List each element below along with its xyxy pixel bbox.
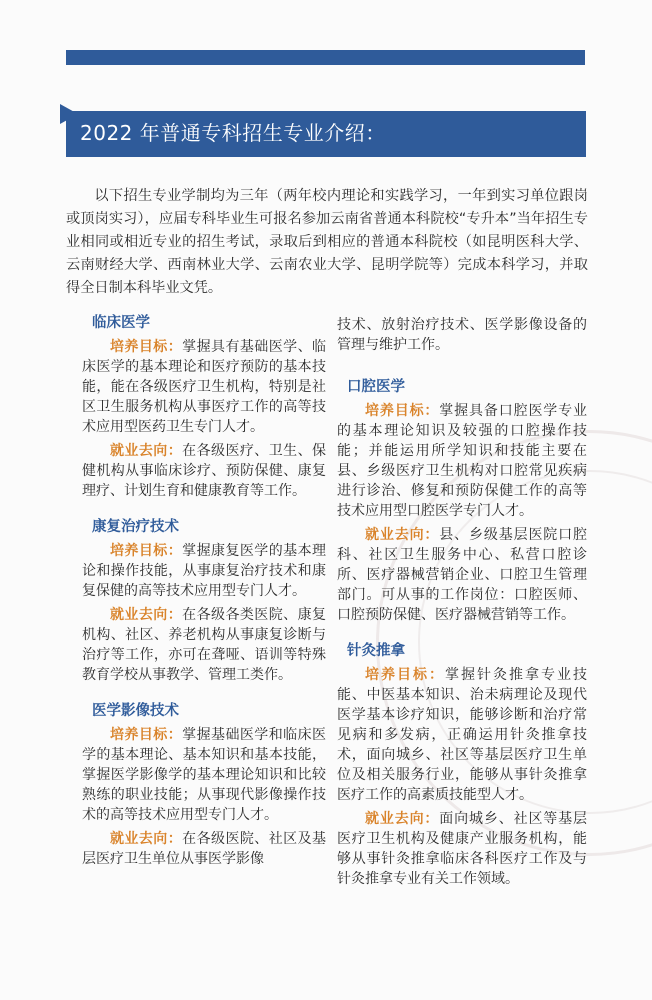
major-clinical-medicine [82, 313, 326, 501]
major-job [337, 809, 587, 889]
goal-text: 掌握针灸推拿专业技能、中医基本知识、治未病理论及现代医学基本诊疗知识，能够诊断和治疗常见病和多发病，正确运用针灸推拿技术，面向城乡、社区等基层医疗卫生单位及相关服务行业，能够从事针灸推拿医疗工作的高素质技能型人才。 [337, 667, 587, 803]
major-acupuncture-tuina [337, 641, 587, 889]
goal-text: 掌握康复医学的基本理论和操作技能，从事康复治疗技术和康复保健的高等技术应用型专门人才。 [82, 543, 327, 599]
job-text: 县、乡级基层医院口腔科、社区卫生服务中心、私营口腔诊所、医疗器械营销企业、口腔卫生管理部门。可从事的工作岗位：口腔医师、口腔预防保健、医疗器械营销等工作。 [337, 527, 588, 623]
major-title: 康复治疗技术 [92, 519, 179, 535]
major-goal [82, 337, 326, 437]
major-job [82, 829, 326, 869]
goal-text: 掌握具有基础医学、临床医学的基本理论和医疗预防的基本技能，能在各级医疗卫生机构，特别是社区卫生服务机构从事医疗工作的高等技术应用型医药卫生专门人才。 [82, 339, 327, 435]
major-job [82, 441, 326, 501]
major-goal [82, 725, 326, 825]
major-title: 临床医学 [92, 315, 150, 331]
major-title: 口腔医学 [347, 379, 405, 395]
major-medical-imaging [82, 701, 326, 869]
intro-paragraph: 以下招生专业学制均为三年（两年校内理论和实践学习，一年到实习单位跟岗或顶岗实习），应届专科毕业生可报名参加云南省普通本科院校“专升本”当年招生专业相同或相近专业的招生考试，录取后到相应的普通本科院校（如昆明医科大学、云南财经大学、西南林业大学、云南农业大学、昆明学院等）完成本科学习，并取得全日制本科毕业文凭。 [66, 188, 588, 297]
goal-label: 培养目标： [110, 727, 183, 743]
goal-label: 培养目标： [110, 543, 183, 559]
job-label: 就业去向： [110, 831, 183, 847]
section-title: 2022 年普通专科招生专业介绍： [80, 121, 386, 145]
goal-label: 培养目标： [365, 667, 445, 683]
right-column [337, 315, 587, 905]
job-text: 在各级各类医院、康复机构、社区、养老机构从事康复诊断与治疗等工作，亦可在聋哑、语训等特殊教育学校从事教学、管理工类作。 [82, 607, 327, 683]
major-goal [337, 665, 587, 805]
major-rehabilitation-therapy [82, 517, 326, 685]
major-stomatology [337, 377, 587, 625]
job-label: 就业去向： [365, 527, 440, 543]
major-goal [337, 401, 587, 521]
goal-text: 掌握基础医学和临床医学的基本理论、基本知识和基本技能，掌握医学影像学的基本理论知识和比较熟练的职业技能；从事现代影像操作技术的高等技术应用型专门人才。 [82, 727, 327, 823]
major-title: 针灸推拿 [347, 643, 405, 659]
goal-text: 掌握具备口腔医学专业的基本理论知识及较强的口腔操作技能；并能运用所学知识和技能主要在县、乡级医疗卫生机构对口腔常见疾病进行诊治、修复和预防保健工作的高等技术应用型口腔医学专门人才。 [337, 403, 588, 519]
job-text: 在各级医疗、卫生、保健机构从事临床诊疗、预防保健、康复理疗、计划生育和健康教育等工作。 [82, 443, 327, 499]
job-label: 就业去向： [110, 443, 183, 459]
goal-label: 培养目标： [110, 339, 183, 355]
job-text: 面向城乡、社区等基层医疗卫生机构及健康产业服务机构，能够从事针灸推拿临床各科医疗工作及与针灸推拿专业有关工作领域。 [337, 811, 588, 887]
major-goal [82, 541, 326, 601]
job-text: 在各级医院、社区及基层医疗卫生单位从事医学影像 [82, 831, 327, 867]
major-job [337, 525, 587, 625]
goal-label: 培养目标： [365, 403, 440, 419]
medical-imaging-job-continued: 技术、放射治疗技术、医学影像设备的管理与维护工作。 [337, 317, 587, 353]
left-column [82, 313, 326, 885]
major-job [82, 605, 326, 685]
job-label: 就业去向： [110, 607, 183, 623]
job-label: 就业去向： [365, 811, 440, 827]
top-decorative-bar [66, 50, 585, 65]
major-title: 医学影像技术 [92, 703, 179, 719]
